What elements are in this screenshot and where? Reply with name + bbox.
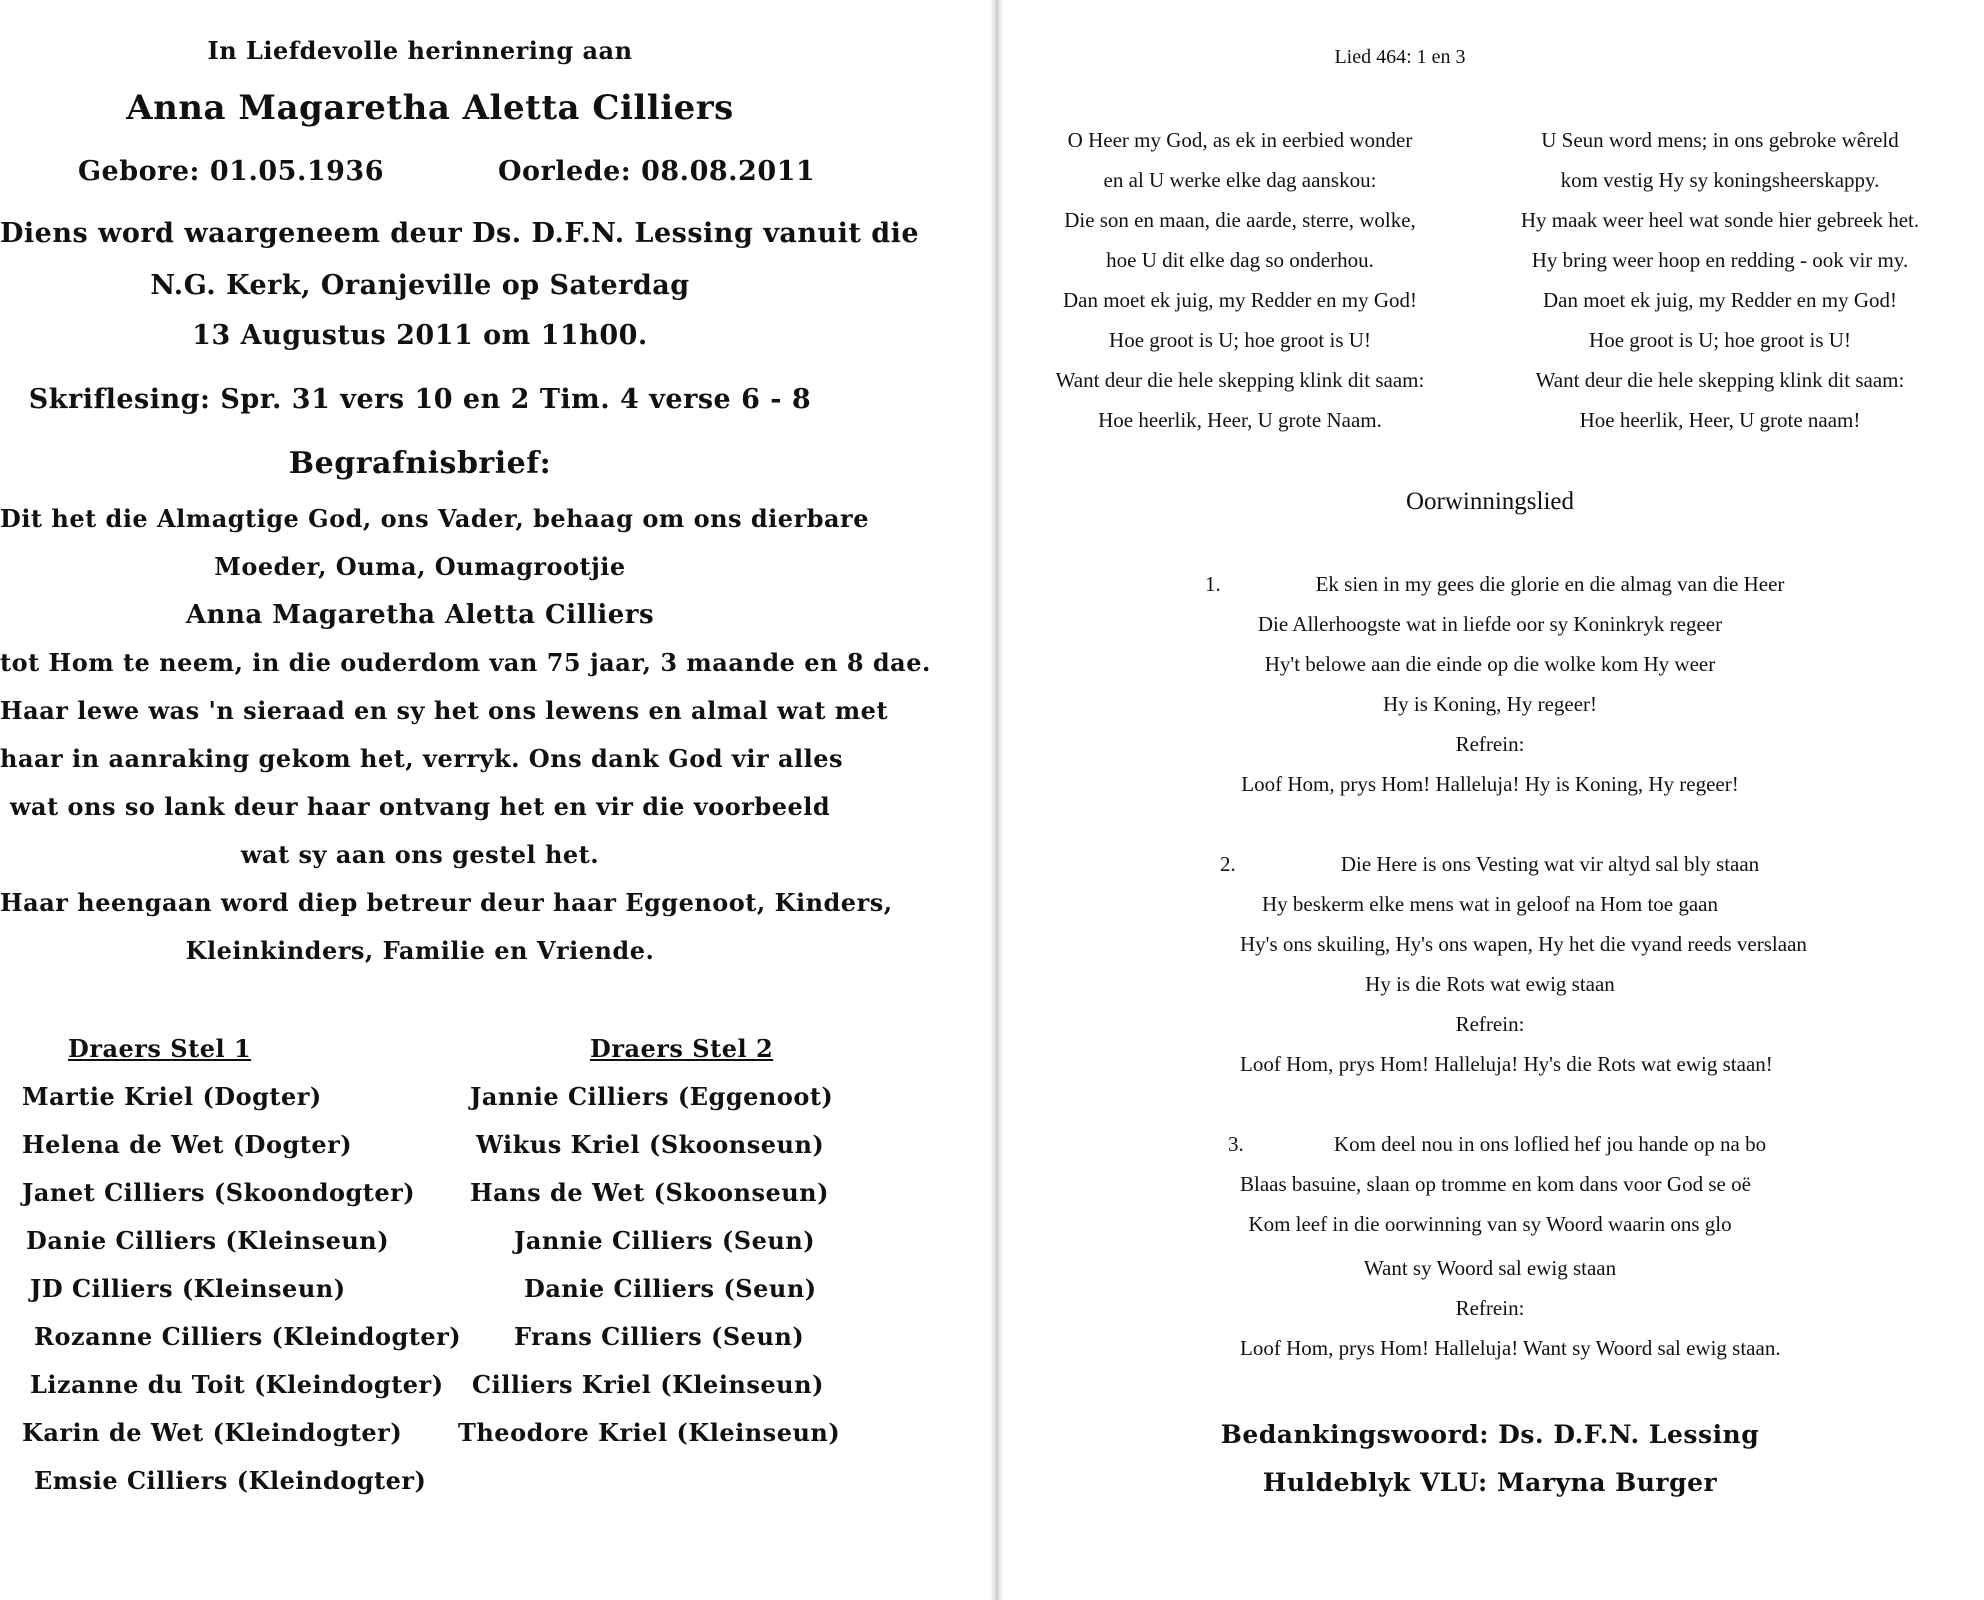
hymn-line: Hoe groot is U; hoe groot is U! xyxy=(1109,328,1371,352)
refrain-label: Refrein: xyxy=(1455,1012,1525,1036)
tribute-line: Huldeblyk VLU: Maryna Burger xyxy=(1262,1468,1718,1497)
intro-line: In Liefdevolle herinnering aan xyxy=(207,36,633,65)
letter-line: tot Hom te neem, in die ouderdom van 75 jaar, 3 maande en 8 dae. xyxy=(0,648,931,677)
verse-line: Die Allerhoogste wat in liefde oor sy Koninkryk regeer xyxy=(1257,612,1723,636)
verse-line: Die Here is ons Vesting wat vir altyd sal bly staan xyxy=(1340,852,1760,876)
bearer-name: Wikus Kriel (Skoonseun) xyxy=(476,1130,825,1159)
verse-number: 1. xyxy=(1205,572,1221,596)
left-page xyxy=(0,0,990,1600)
thanks-line: Bedankingswoord: Ds. D.F.N. Lessing xyxy=(1220,1420,1760,1449)
verse-line: Hy is Koning, Hy regeer! xyxy=(1382,692,1598,716)
letter-line: haar in aanraking gekom het, verryk. Ons dank God vir alles xyxy=(0,744,844,773)
hymn-line: Dan moet ek juig, my Redder en my God! xyxy=(1062,288,1417,312)
bearer-name: Jannie Cilliers (Eggenoot) xyxy=(470,1082,834,1111)
letter-line: Anna Magaretha Aletta Cilliers xyxy=(185,600,655,630)
bearer-name: Jannie Cilliers (Seun) xyxy=(514,1226,816,1255)
hymn-line: Hy bring weer hoop en redding - ook vir my. xyxy=(1531,248,1909,272)
bearer-name: Rozanne Cilliers (Kleindogter) xyxy=(34,1322,462,1351)
letter-heading: Begrafnisbrief: xyxy=(288,446,552,481)
verse-line: Blaas basuine, slaan op tromme en kom dans voor God se oë xyxy=(1240,1172,1751,1196)
deceased-name: Anna Magaretha Aletta Cilliers xyxy=(126,88,734,128)
bearer-name: Frans Cilliers (Seun) xyxy=(514,1322,805,1351)
verse-line: Hy't belowe aan die einde op die wolke kom Hy weer xyxy=(1264,652,1716,676)
bearer-name: JD Cilliers (Kleinseun) xyxy=(30,1274,346,1303)
refrain-label: Refrein: xyxy=(1455,732,1525,756)
refrain-label: Refrein: xyxy=(1455,1296,1525,1320)
bearer-name: Hans de Wet (Skoonseun) xyxy=(470,1178,829,1207)
scripture-reading: Skriflesing: Spr. 31 vers 10 en 2 Tim. 4 verse 6 - 8 xyxy=(28,384,812,415)
refrain-line: Loof Hom, prys Hom! Halleluja! Want sy Woord sal ewig staan. xyxy=(1240,1336,1781,1360)
hymn-line: Hoe heerlik, Heer, U grote Naam. xyxy=(1098,408,1382,432)
letter-line: Moeder, Ouma, Oumagrootjie xyxy=(214,552,626,581)
hymn-title: Lied 464: 1 en 3 xyxy=(1334,46,1466,68)
bearer-name: Martie Kriel (Dogter) xyxy=(22,1082,322,1111)
letter-line: Haar lewe was 'n sieraad en sy het ons lewens en almal wat met xyxy=(0,696,889,725)
verse-line: Hy is die Rots wat ewig staan xyxy=(1365,972,1615,996)
bearer-name: Danie Cilliers (Kleinseun) xyxy=(26,1226,390,1255)
bearer-name: Theodore Kriel (Kleinseun) xyxy=(458,1418,841,1447)
verse-line: Want sy Woord sal ewig staan xyxy=(1363,1256,1617,1280)
hymn-line: Die son en maan, die aarde, sterre, wolke, xyxy=(1064,208,1416,232)
verse-line: Kom leef in die oorwinning van sy Woord waarin ons glo xyxy=(1248,1212,1732,1236)
letter-line: wat sy aan ons gestel het. xyxy=(240,840,600,869)
bearer-name: Karin de Wet (Kleindogter) xyxy=(22,1418,403,1447)
hymn-line: Hoe groot is U; hoe groot is U! xyxy=(1589,328,1851,352)
letter-line: Dit het die Almagtige God, ons Vader, behaag om ons dierbare xyxy=(0,504,869,533)
refrain-line: Loof Hom, prys Hom! Halleluja! Hy's die Rots wat ewig staan! xyxy=(1240,1052,1773,1076)
bearer-name: Lizanne du Toit (Kleindogter) xyxy=(30,1370,444,1399)
hymn-line: kom vestig Hy sy koningsheerskappy. xyxy=(1560,168,1880,192)
hymn-line: O Heer my God, as ek in eerbied wonder xyxy=(1067,128,1413,152)
letter-line: Kleinkinders, Familie en Vriende. xyxy=(185,936,655,965)
died-date: Oorlede: 08.08.2011 xyxy=(498,156,816,187)
hymn-line: Hy maak weer heel wat sonde hier gebreek het. xyxy=(1520,208,1920,232)
song-title: Oorwinningslied xyxy=(1405,488,1575,515)
hymn-line: Dan moet ek juig, my Redder en my God! xyxy=(1542,288,1897,312)
hymn-line: U Seun word mens; in ons gebroke wêreld xyxy=(1541,128,1899,152)
verse-number: 2. xyxy=(1220,852,1236,876)
hymn-line: Hoe heerlik, Heer, U grote naam! xyxy=(1579,408,1861,432)
born-date: Gebore: 01.05.1936 xyxy=(78,156,384,187)
service-line-2: N.G. Kerk, Oranjeville op Saterdag xyxy=(150,270,690,301)
refrain-line: Loof Hom, prys Hom! Halleluja! Hy is Koning, Hy regeer! xyxy=(1241,772,1739,796)
service-line-1: Diens word waargeneem deur Ds. D.F.N. Lessing vanuit die xyxy=(0,218,920,249)
hymn-line: Want deur die hele skepping klink dit saam: xyxy=(1055,368,1425,392)
letter-line: wat ons so lank deur haar ontvang het en vir die voorbeeld xyxy=(9,792,831,821)
verse-line: Hy beskerm elke mens wat in geloof na Hom toe gaan xyxy=(1261,892,1719,916)
verse-number: 3. xyxy=(1228,1132,1244,1156)
hymn-line: hoe U dit elke dag so onderhou. xyxy=(1106,248,1374,272)
service-line-3: 13 Augustus 2011 om 11h00. xyxy=(192,320,648,351)
verse-line: Ek sien in my gees die glorie en die almag van die Heer xyxy=(1315,572,1785,596)
letter-line: Haar heengaan word diep betreur deur haar Eggenoot, Kinders, xyxy=(0,888,893,917)
bearers-2-heading: Draers Stel 2 xyxy=(590,1034,774,1063)
verse-line: Hy's ons skuiling, Hy's ons wapen, Hy het die vyand reeds verslaan xyxy=(1240,932,1807,956)
bearer-name: Cilliers Kriel (Kleinseun) xyxy=(472,1370,824,1399)
bearer-name: Emsie Cilliers (Kleindogter) xyxy=(34,1466,427,1495)
bearer-name: Helena de Wet (Dogter) xyxy=(22,1130,353,1159)
hymn-line: en al U werke elke dag aanskou: xyxy=(1103,168,1377,192)
bearer-name: Janet Cilliers (Skoondogter) xyxy=(22,1178,416,1207)
bearers-1-heading: Draers Stel 1 xyxy=(68,1034,252,1063)
bearer-name: Danie Cilliers (Seun) xyxy=(524,1274,817,1303)
verse-line: Kom deel nou in ons loflied hef jou hande op na bo xyxy=(1333,1132,1767,1156)
right-page xyxy=(990,0,1984,1600)
hymn-line: Want deur die hele skepping klink dit saam: xyxy=(1535,368,1905,392)
